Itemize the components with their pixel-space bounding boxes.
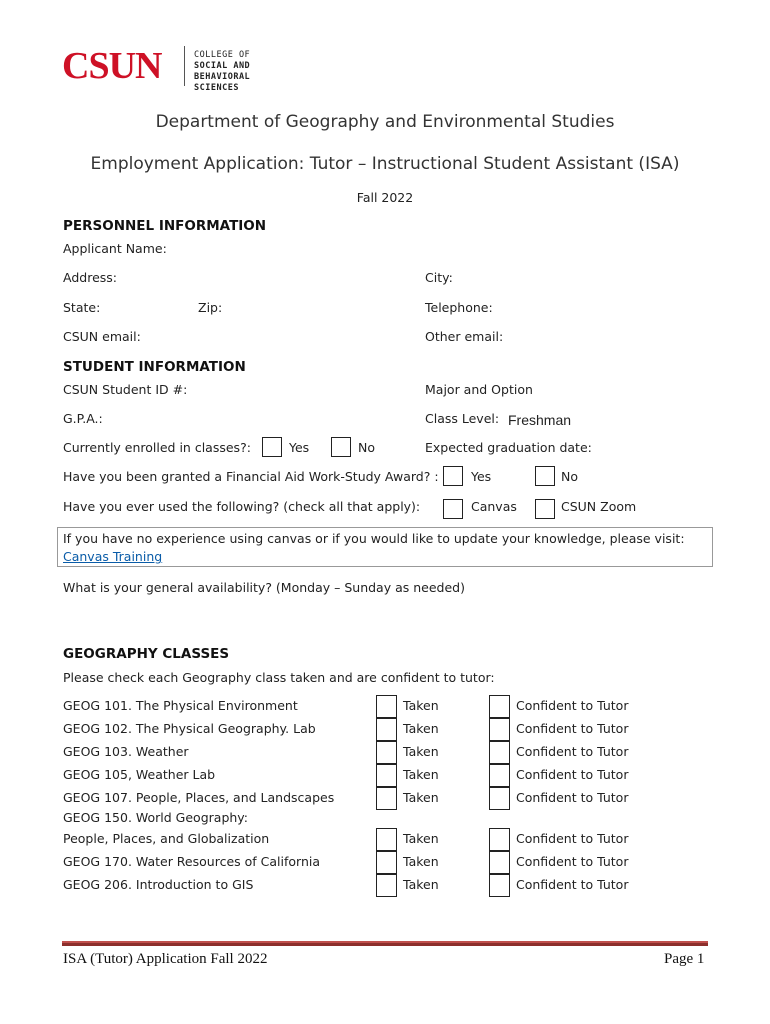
student-heading: STUDENT INFORMATION — [63, 359, 246, 375]
zip-label: Zip: — [198, 300, 223, 315]
canvas-label: Canvas — [471, 499, 517, 514]
confident-label: Confident to Tutor — [516, 698, 629, 713]
form-title: Employment Application: Tutor – Instructional Student Assistant (ISA) — [90, 154, 680, 174]
department-title: Department of Geography and Environmental Studies — [155, 112, 615, 132]
zoom-label: CSUN Zoom — [561, 499, 637, 514]
logo-college-text — [194, 50, 250, 94]
confident-label: Confident to Tutor — [516, 831, 629, 846]
confident-label: Confident to Tutor — [516, 721, 629, 736]
taken-checkbox[interactable] — [376, 741, 397, 764]
taken-label: Taken — [403, 767, 439, 782]
taken-label: Taken — [403, 721, 439, 736]
confident-checkbox[interactable] — [489, 764, 510, 787]
gpa-label: G.P.A.: — [63, 411, 103, 426]
class-name: GEOG 206. Introduction to GIS — [63, 877, 254, 892]
enrolled-question: Currently enrolled in classes?: — [63, 440, 251, 455]
workstudy-yes-checkbox[interactable] — [443, 466, 463, 486]
logo-line-3: BEHAVIORAL SCIENCES — [194, 72, 251, 93]
address-label: Address: — [63, 270, 117, 285]
confident-checkbox[interactable] — [489, 718, 510, 741]
footer-rule-dark — [62, 943, 708, 946]
taken-checkbox[interactable] — [376, 787, 397, 810]
telephone-label: Telephone: — [425, 300, 493, 315]
workstudy-yes-label: Yes — [471, 469, 492, 484]
confident-checkbox[interactable] — [489, 874, 510, 897]
confident-checkbox[interactable] — [489, 787, 510, 810]
enrolled-yes-label: Yes — [289, 440, 310, 455]
confident-checkbox[interactable] — [489, 828, 510, 851]
confident-label: Confident to Tutor — [516, 854, 629, 869]
applicant-name-label: Applicant Name: — [63, 241, 167, 256]
class-name: GEOG 102. The Physical Geography. Lab — [63, 721, 316, 736]
state-label: State: — [63, 300, 101, 315]
term-label: Fall 2022 — [356, 190, 414, 205]
other-email-label: Other email: — [425, 329, 504, 344]
taken-checkbox[interactable] — [376, 851, 397, 874]
student-id-label: CSUN Student ID #: — [63, 382, 188, 397]
canvas-training-link[interactable]: Canvas Training — [63, 549, 163, 564]
taken-label: Taken — [403, 790, 439, 805]
logo-divider — [184, 46, 185, 86]
confident-label: Confident to Tutor — [516, 790, 629, 805]
geography-instructions: Please check each Geography class taken and are confident to tutor: — [63, 670, 495, 685]
class-name-line-2: People, Places, and Globalization — [63, 831, 270, 846]
taken-checkbox[interactable] — [376, 764, 397, 787]
taken-label: Taken — [403, 744, 439, 759]
enrolled-no-checkbox[interactable] — [331, 437, 351, 457]
grad-date-label: Expected graduation date: — [425, 440, 592, 455]
logo-line-1: COLLEGE OF — [194, 50, 251, 60]
csun-email-label: CSUN email: — [63, 329, 141, 344]
class-name: GEOG 101. The Physical Environment — [63, 698, 298, 713]
enrolled-no-label: No — [358, 440, 375, 455]
class-name: GEOG 170. Water Resources of California — [63, 854, 321, 869]
confident-label: Confident to Tutor — [516, 877, 629, 892]
canvas-notice-text: If you have no experience using canvas or if you would like to update your knowledge, please visit: — [63, 531, 685, 546]
taken-label: Taken — [403, 698, 439, 713]
availability-question: What is your general availability? (Monday – Sunday as needed) — [63, 580, 465, 595]
confident-label: Confident to Tutor — [516, 767, 629, 782]
workstudy-no-checkbox[interactable] — [535, 466, 555, 486]
taken-label: Taken — [403, 831, 439, 846]
confident-checkbox[interactable] — [489, 695, 510, 718]
enrolled-yes-checkbox[interactable] — [262, 437, 282, 457]
confident-checkbox[interactable] — [489, 741, 510, 764]
class-level-label: Class Level: — [425, 411, 500, 426]
taken-label: Taken — [403, 877, 439, 892]
class-level-dropdown[interactable]: Freshman — [508, 412, 572, 428]
geography-heading: GEOGRAPHY CLASSES — [63, 646, 230, 662]
taken-checkbox[interactable] — [376, 828, 397, 851]
personnel-heading: PERSONNEL INFORMATION — [63, 218, 267, 234]
city-label: City: — [425, 270, 453, 285]
logo-wordmark: CSUN — [62, 45, 162, 87]
class-name: GEOG 103. Weather — [63, 744, 189, 759]
confident-checkbox[interactable] — [489, 851, 510, 874]
canvas-checkbox[interactable] — [443, 499, 463, 519]
zoom-checkbox[interactable] — [535, 499, 555, 519]
class-name: GEOG 105, Weather Lab — [63, 767, 216, 782]
class-name: GEOG 150. World Geography: — [63, 810, 248, 825]
taken-checkbox[interactable] — [376, 695, 397, 718]
page-number: Page 1 — [664, 951, 705, 967]
taken-checkbox[interactable] — [376, 874, 397, 897]
logo-line-2: SOCIAL AND — [194, 61, 251, 71]
major-label: Major and Option — [425, 382, 533, 397]
confident-label: Confident to Tutor — [516, 744, 629, 759]
taken-checkbox[interactable] — [376, 718, 397, 741]
used-question: Have you ever used the following? (check all that apply): — [63, 499, 421, 514]
workstudy-no-label: No — [561, 469, 578, 484]
footer-title: ISA (Tutor) Application Fall 2022 — [63, 951, 268, 967]
taken-label: Taken — [403, 854, 439, 869]
workstudy-question: Have you been granted a Financial Aid Work-Study Award? : — [63, 469, 439, 484]
class-name: GEOG 107. People, Places, and Landscapes — [63, 790, 335, 805]
